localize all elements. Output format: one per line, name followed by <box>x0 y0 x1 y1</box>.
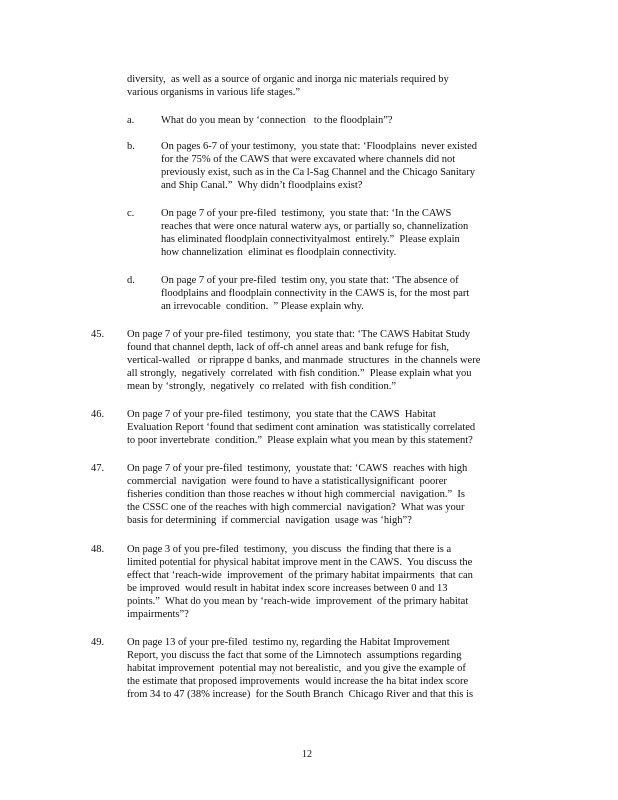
intro-line: diversity, as well as a source of organic and inorga nic materials required by <box>127 74 449 85</box>
item-line: impairments”? <box>127 609 189 620</box>
item-number: 45. <box>91 329 105 340</box>
subitem-line: floodplains and floodplain connectivity in the CAWS is, for the most part <box>161 288 470 299</box>
item-line: On page 7 of your pre-filed testimony, you state that the CAWS Habitat <box>127 409 436 420</box>
subitem-marker: d. <box>127 275 135 286</box>
subitem-marker: b. <box>127 141 135 152</box>
item-line: Report, you discuss the fact that some of the Limnotech assumptions regarding <box>127 650 462 661</box>
subitem-line: reaches that were once natural waterw ays, or partially so, channelization <box>161 221 469 232</box>
item-line: effect that ‘reach-wide improvement of the primary habitat impairments that can <box>127 570 473 581</box>
item-line: all strongly, negatively correlated with fish condition.” Please explain what you <box>127 368 472 379</box>
item-line: to poor invertebrate condition.” Please explain what you mean by this statement? <box>127 435 473 446</box>
item-line: from 34 to 47 (38% increase) for the South Branch Chicago River and that this is <box>127 689 474 700</box>
item-line: mean by ‘strongly, negatively co rrelated with fish condition.” <box>127 381 397 392</box>
item-line: On page 7 of your pre-filed testimony, youstate that: ‘CAWS reaches with high <box>127 463 468 474</box>
subitem-line: On page 7 of your pre-filed testim ony, you state that: ‘The absence of <box>161 275 459 286</box>
item-line: be improved would result in habitat index score increases between 0 and 13 <box>127 583 448 594</box>
item-line: basis for determining if commercial navigation usage was ‘high”? <box>127 515 412 526</box>
item-number: 46. <box>91 409 105 420</box>
subitem-line: has eliminated floodplain connectivityalmost entirely.” Please explain <box>161 234 460 245</box>
item-line: On page 7 of your pre-filed testimony, you state that: ‘The CAWS Habitat Study <box>127 329 471 340</box>
subitem-line: for the 75% of the CAWS that were excavated where channels did not <box>161 154 456 165</box>
item-line: habitat improvement potential may not berealistic, and you give the example of <box>127 663 466 674</box>
subitem-marker: c. <box>127 208 135 219</box>
item-line: the CSSC one of the reaches with high commercial navigation? What was your <box>127 502 465 513</box>
item-line: found that channel depth, lack of off-ch annel areas and bank refuge for fish, <box>127 342 449 353</box>
subitem-line: What do you mean by ‘connection to the floodplain”? <box>161 115 393 126</box>
subitem-marker: a. <box>127 115 135 126</box>
item-line: On page 3 of you pre-filed testimony, you discuss the finding that there is a <box>127 544 452 555</box>
page-number: 12 <box>302 749 312 760</box>
subitem-line: an irrevocable condition. ” Please explain why. <box>161 301 364 312</box>
item-line: points.” What do you mean by ‘reach-wide improvement of the primary habitat <box>127 596 469 607</box>
subitem-line: how channelization eliminat es floodplain connectivity. <box>161 247 397 258</box>
item-line: vertical-walled or riprappe d banks, and manmade structures in the channels were <box>127 355 481 366</box>
item-number: 47. <box>91 463 105 474</box>
item-line: the estimate that proposed improvements would increase the ha bitat index score <box>127 676 469 687</box>
item-line: Evaluation Report ‘found that sediment cont amination was statistically correlated <box>127 422 476 433</box>
item-line: commercial navigation were found to have a statisticallysignificant poorer <box>127 476 447 487</box>
subitem-line: previously exist, such as in the Ca l-Sag Channel and the Chicago Sanitary <box>161 167 476 178</box>
item-line: On page 13 of your pre-filed testimo ny, regarding the Habitat Improvement <box>127 637 450 648</box>
item-line: limited potential for physical habitat improve ment in the CAWS. You discuss the <box>127 557 473 568</box>
subitem-line: On pages 6-7 of your testimony, you state that: ‘Floodplains never existed <box>161 141 478 152</box>
item-number: 49. <box>91 637 105 648</box>
item-line: fisheries condition than those reaches w ithout high commercial navigation.” Is <box>127 489 465 500</box>
intro-line: various organisms in various life stages.” <box>127 87 301 98</box>
subitem-line: and Ship Canal.” Why didn’t floodplains exist? <box>161 180 363 191</box>
item-number: 48. <box>91 544 105 555</box>
subitem-line: On page 7 of your pre-filed testimony, you state that: ‘In the CAWS <box>161 208 452 219</box>
